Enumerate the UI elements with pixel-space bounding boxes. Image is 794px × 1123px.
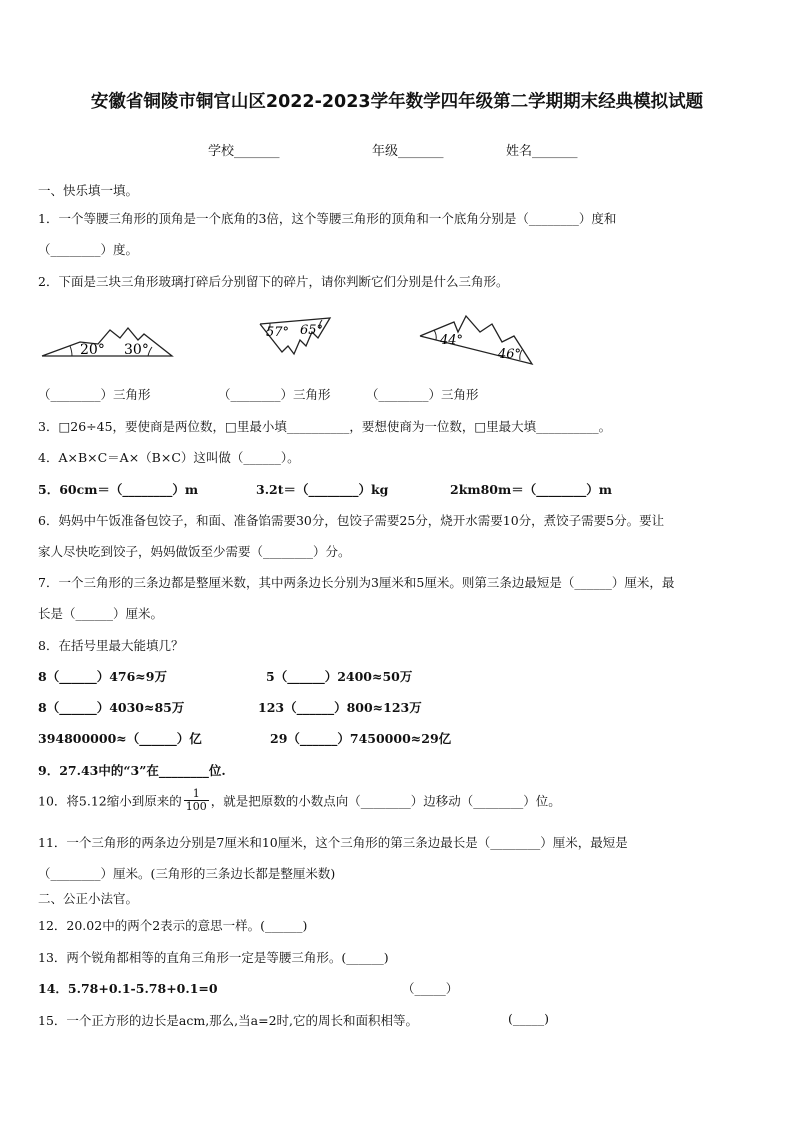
fraction: [184, 788, 209, 813]
question-10: [38, 788, 561, 813]
triangle-fragment-1: [40, 322, 176, 362]
question-6-line-1: 6．妈妈中午饭准备包饺子，和面、准备馅需要30分，包饺子需要25分，烧开水需要10分，煮饺子需要5分。要让: [38, 513, 665, 528]
question-14-answer[interactable]: （_____）: [402, 981, 459, 996]
question-1-line-1: 1．一个等腰三角形的顶角是一个底角的3倍，这个等腰三角形的顶角和一个底角分别是（________）度和: [38, 211, 617, 226]
question-8-item: 29（______）7450000≈29亿: [270, 731, 452, 746]
question-2: 2．下面是三块三角形玻璃打碎后分别留下的碎片，请你判断它们分别是什么三角形。: [38, 274, 509, 289]
triangle-fragment-3: [418, 312, 536, 368]
fraction-numerator: 1: [184, 788, 209, 801]
question-11-line-2: （________）厘米。(三角形的三条边长都是整厘米数): [38, 866, 336, 881]
fraction-denominator: 100: [185, 800, 207, 813]
question-8-item: 8（______）4030≈85万: [38, 700, 185, 715]
question-10-suffix: ，就是把原数的小数点向（________）边移动（________）位。: [210, 793, 561, 809]
question-8-item: 123（______）800≈123万: [258, 700, 422, 715]
question-5-part-3: 2km80m＝（________）m: [450, 482, 612, 497]
question-6-line-2: 家人尽快吃到饺子，妈妈做饭至少需要（________）分。: [38, 544, 351, 559]
angle-label: 20°: [80, 342, 105, 358]
question-11-line-1: 11．一个三角形的两条边分别是7厘米和10厘米，这个三角形的第三条边最长是（________）厘米，最短是: [38, 835, 628, 850]
question-7-line-2: 长是（______）厘米。: [38, 606, 164, 621]
triangle-answer-1[interactable]: （________）三角形: [38, 387, 151, 402]
angle-label: 44°: [440, 333, 464, 348]
question-9: 9．27.43中的“3”在________位.: [38, 763, 226, 778]
question-12: 12．20.02中的两个2表示的意思一样。(______): [38, 918, 308, 933]
angle-label: 57°: [266, 325, 290, 340]
question-8-item: 5（______）2400≈50万: [266, 669, 413, 684]
triangle-answer-3[interactable]: （________）三角形: [366, 387, 479, 402]
section-2-heading: 二、公正小法官。: [38, 891, 139, 906]
grade-field[interactable]: 年级_______: [372, 144, 444, 159]
school-field[interactable]: 学校_______: [208, 144, 280, 159]
question-5-part-1: 5．60cm＝（________）m: [38, 482, 199, 497]
question-15-answer[interactable]: (_____): [508, 1011, 550, 1026]
angle-label: 46°: [498, 347, 522, 362]
name-field[interactable]: 姓名_______: [506, 144, 578, 159]
page-title: 安徽省铜陵市铜官山区2022-2023学年数学四年级第二学期期末经典模拟试题: [90, 92, 704, 112]
question-4: 4．A×B×C＝A×（B×C）这叫做（______）。: [38, 450, 300, 465]
question-3: 3．□26÷45，要使商是两位数，□里最小填__________，要想使商为一位数，□里最大填__________。: [38, 419, 612, 434]
section-1-heading: 一、快乐填一填。: [38, 183, 139, 198]
question-1-line-2: （________）度。: [38, 242, 139, 257]
question-8-item: 8（______）476≈9万: [38, 669, 167, 684]
question-8-item: 394800000≈（______）亿: [38, 731, 202, 746]
question-15: 15．一个正方形的边长是acm,那么,当a=2时,它的周长和面积相等。: [38, 1013, 419, 1028]
triangle-fragment-2: [258, 316, 334, 358]
angle-label: 65°: [300, 323, 324, 338]
question-14: 14．5.78+0.1-5.78+0.1=0: [38, 981, 218, 996]
angle-label: 30°: [124, 342, 149, 358]
question-10-prefix: 10．将5.12缩小到原来的: [38, 793, 182, 809]
question-7-line-1: 7．一个三角形的三条边都是整厘米数，其中两条边长分别为3厘米和5厘米。则第三条边最短是（______）厘米，最: [38, 575, 675, 590]
question-8: 8．在括号里最大能填几？: [38, 638, 184, 653]
question-13: 13．两个锐角都相等的直角三角形一定是等腰三角形。(______): [38, 950, 389, 965]
triangle-answer-2[interactable]: （________）三角形: [218, 387, 331, 402]
question-5-part-2: 3.2t＝（________）kg: [256, 482, 389, 497]
